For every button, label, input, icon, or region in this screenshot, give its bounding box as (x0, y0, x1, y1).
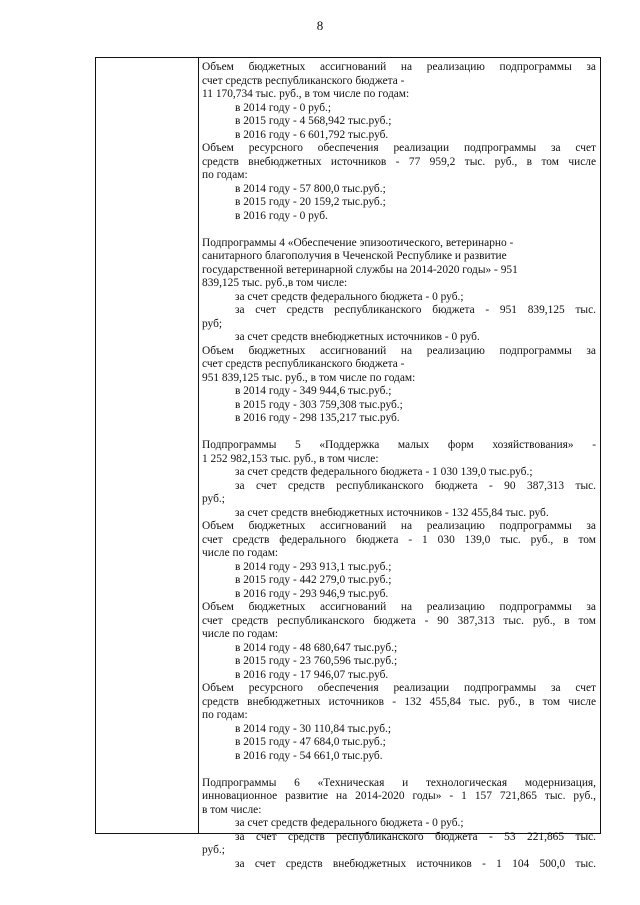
page-number: 8 (316, 18, 324, 33)
text-line: за счет средств федерального бюджета - 0 руб.; (235, 290, 464, 303)
text-line: в 2015 году - 47 684,0 тыс.руб.; (235, 736, 386, 748)
paragraph-gap (202, 763, 596, 777)
text-line: счет средств республиканского бюджета - (202, 74, 405, 87)
text-line: в 2014 году - 57 800,0 тыс.руб.; (235, 182, 386, 195)
content-cell (202, 61, 596, 870)
text-line: Объем бюджетных ассигнований на реализацию подпрограммы за (202, 601, 596, 613)
column-divider (198, 58, 199, 833)
paragraph-gap (202, 223, 596, 237)
text-line: в 2015 году - 4 568,942 тыс.руб.; (235, 115, 392, 127)
text-line: числе по годам: (202, 628, 279, 640)
text-line: руб.; (202, 844, 225, 856)
text-line: за счет средств федерального бюджета - 0 руб.; (235, 817, 464, 829)
text-line: 11 170,734 тыс. руб., в том числе по годам: (202, 88, 410, 100)
text-line: в 2015 году - 442 279,0 тыс.руб.; (235, 574, 392, 586)
text-line: счет средств федерального бюджета - 1 030 139,0 тыс. руб., в том (202, 533, 596, 546)
text-line: по годам: (202, 169, 248, 181)
text-line: в 2014 году - 293 913,1 тыс.руб.; (235, 560, 392, 573)
text-line: в 2016 году - 6 601,792 тыс.руб. (235, 128, 389, 141)
text-line: Подпрограммы 5 «Поддержка малых форм хозяйствования» - (202, 439, 596, 451)
text-line: за счет средств внебюджетных источников - 1 104 500,0 тыс. (235, 857, 596, 870)
text-line: средств внебюджетных источников - 77 959,2 тыс. руб., в том числе (202, 155, 596, 168)
text-line: числе по годам: (202, 547, 279, 559)
text-line: средств внебюджетных источников - 132 455,84 тыс. руб., в том числе (202, 695, 596, 708)
text-line: за счет средств федерального бюджета - 1 030 139,0 тыс.руб.; (235, 466, 533, 478)
text-line: санитарного благополучия в Чеченской Республике и развитие (202, 250, 507, 262)
text-line: в 2016 году - 293 946,9 тыс.руб. (235, 587, 389, 600)
text-line: руб; (202, 317, 223, 330)
text-line: в 2016 году - 17 946,07 тыс.руб. (235, 668, 389, 681)
text-line: в 2015 году - 20 159,2 тыс.руб.; (235, 196, 386, 208)
text-line: в 2014 году - 30 110,84 тыс.руб.; (235, 722, 392, 735)
text-line: за счет средств республиканского бюджета - 90 387,313 тыс. (235, 479, 596, 492)
text-line: 1 252 982,153 тыс. руб., в том числе: (202, 452, 379, 465)
text-line: в 2016 году - 0 руб. (235, 209, 328, 222)
text-line: Объем ресурсного обеспечения реализации подпрограммы за счет (202, 682, 596, 694)
text-line: Объем бюджетных ассигнований на реализацию подпрограммы за (202, 344, 596, 357)
text-line: государственной ветеринарной службы на 2014-2020 годы» - 951 (202, 263, 518, 276)
text-line: в 2014 году - 0 руб.; (235, 101, 332, 114)
text-line: в 2016 году - 54 661,0 тыс.руб. (235, 749, 383, 762)
text-line: Подпрограммы 6 «Техническая и технологическая модернизация, (202, 776, 596, 789)
text-line: Объем бюджетных ассигнований на реализацию подпрограммы за (202, 61, 596, 73)
text-line: за счет средств республиканского бюджета - 951 839,125 тыс. (235, 304, 596, 316)
text-line: в 2014 году - 48 680,647 тыс.руб.; (235, 641, 398, 654)
text-line: 839,125 тыс. руб.,в том числе: (202, 277, 348, 289)
text-line: в 2014 году - 349 944,6 тыс.руб.; (235, 385, 392, 397)
text-line: за счет средств республиканского бюджета - 53 221,865 тыс. (235, 830, 596, 843)
text-line: за счет средств внебюджетных источников - 132 455,84 тыс. руб. (235, 506, 549, 519)
text-line: в 2015 году - 23 760,596 тыс.руб.; (235, 655, 398, 667)
text-line: руб.; (202, 493, 225, 505)
text-line: Подпрограммы 4 «Обеспечение эпизоотического, ветеринарно - (202, 236, 514, 249)
text-line: по годам: (202, 709, 248, 721)
paragraph-gap (202, 426, 596, 440)
text-line: в том числе: (202, 803, 262, 816)
text-line: инновационное развитие на 2014-2020 годы» - 1 157 721,865 тыс. руб., (202, 790, 596, 802)
text-line: за счет средств внебюджетных источников - 0 руб. (235, 331, 480, 343)
passport-table (95, 57, 601, 870)
text-line: 951 839,125 тыс. руб., в том числе по годам: (202, 371, 416, 384)
text-line: счет средств республиканского бюджета - 90 387,313 тыс. руб., в том (202, 614, 596, 627)
text-line: Объем бюджетных ассигнований на реализацию подпрограммы за (202, 520, 596, 532)
text-line: в 2015 году - 303 759,308 тыс.руб.; (235, 398, 403, 411)
text-line: счет средств республиканского бюджета - (202, 358, 405, 370)
text-line: в 2016 году - 298 135,217 тыс.руб. (235, 412, 400, 424)
text-line: Объем ресурсного обеспечения реализации подпрограммы за счет (202, 142, 596, 154)
